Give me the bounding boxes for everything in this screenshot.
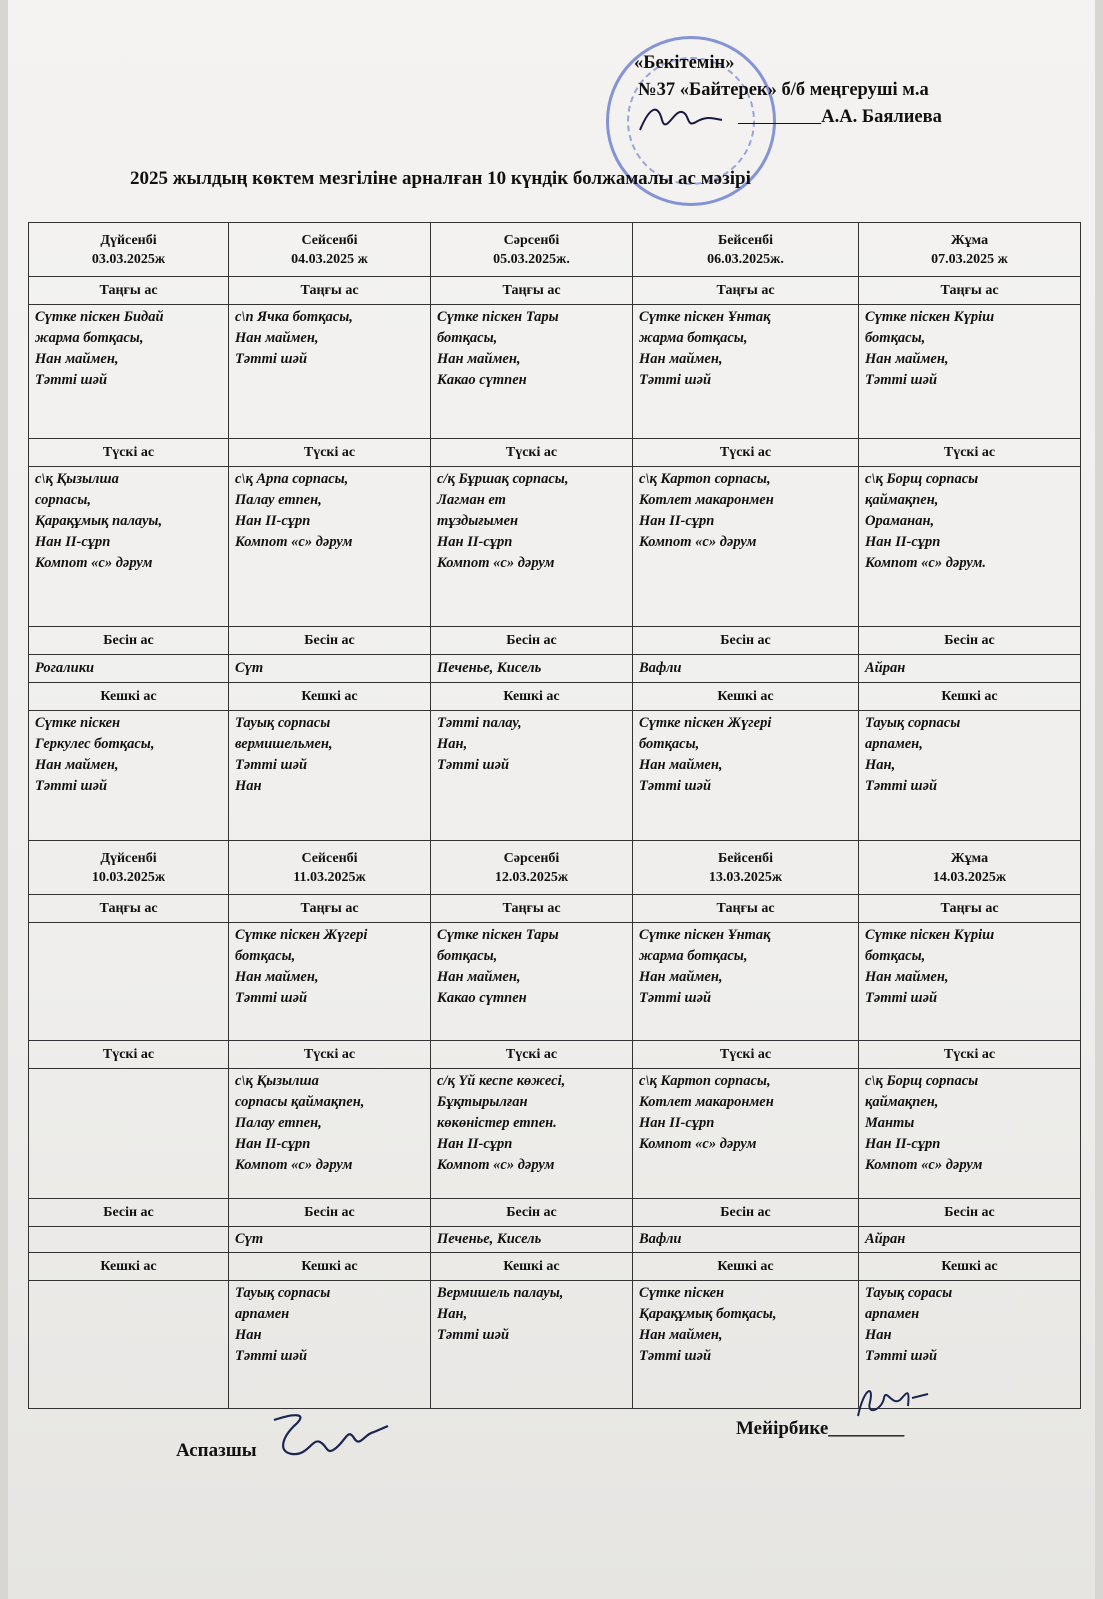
dish-line: Тәтті шәй (639, 778, 712, 794)
dish-line: Нан ІІ-сұрп (639, 1115, 715, 1131)
breakfast-dishes (633, 305, 859, 439)
dish-line: Қарақұмық палауы, (35, 513, 163, 529)
dish-line: Нан ІІ-сұрп (437, 534, 513, 550)
dish-line: Нан маймен, (865, 969, 949, 985)
dish-line: Палау етпен, (235, 1115, 322, 1131)
breakfast-label: Таңғы ас (431, 277, 633, 305)
dish-line: Тауық сорасы (865, 1285, 953, 1301)
day-name: Сейсенбі (301, 232, 358, 248)
breakfast-dishes (859, 923, 1081, 1041)
dish-line: жарма ботқасы, (639, 330, 748, 346)
dish-line: Нан маймен, (235, 330, 319, 346)
dish-line: Нан маймен, (639, 1327, 723, 1343)
lunch-label: Түскі ас (229, 1041, 431, 1069)
approval-name: А.А. Баялиева (821, 107, 942, 127)
dish-line: Нан ІІ-сұрп (865, 534, 941, 550)
snack-label: Бесін ас (229, 627, 431, 655)
lunch-dishes (859, 1069, 1081, 1199)
dish-line: Компот «с» дәрум (235, 534, 353, 550)
day-date: 14.03.2025ж (932, 869, 1007, 885)
dish-line: Сүтке піскен (35, 715, 121, 731)
dish-line: Нан маймен, (235, 969, 319, 985)
lunch-dishes (229, 1069, 431, 1199)
lunch-dishes (633, 1069, 859, 1199)
dish-line: Нан маймен, (639, 757, 723, 773)
dinner-label: Кешкі ас (633, 683, 859, 711)
day-name: Сейсенбі (301, 850, 358, 866)
snack-label: Бесін ас (859, 627, 1081, 655)
dish-line: Сүтке піскен Жүгері (639, 715, 772, 731)
dish-line: с\қ Картоп сорпасы, (639, 1073, 771, 1089)
lunch-label: Түскі ас (29, 439, 229, 467)
dish-line: Лагман ет (437, 492, 506, 508)
dinner-label: Кешкі ас (633, 1253, 859, 1281)
dinner-label: Кешкі ас (431, 1253, 633, 1281)
dinner-label: Кешкі ас (859, 1253, 1081, 1281)
dish-line: Тәтті шәй (35, 372, 108, 388)
dish-line: Сүтке піскен (639, 1285, 725, 1301)
dish-line: жарма ботқасы, (639, 948, 748, 964)
dish-line: с/қ Бұршақ сорпасы, (437, 471, 569, 487)
breakfast-dishes (29, 305, 229, 439)
dish-line: Палау етпен, (235, 492, 322, 508)
dish-line: ботқасы, (865, 330, 926, 346)
day-header (859, 223, 1081, 277)
dish-line: Тауық сорпасы (235, 715, 331, 731)
dinner-dishes (431, 1281, 633, 1409)
dinner-label: Кешкі ас (229, 683, 431, 711)
dish-line: қаймақпен, (865, 1094, 939, 1110)
dish-line: ботқасы, (437, 948, 498, 964)
dinner-label: Кешкі ас (29, 683, 229, 711)
dish-line: ботқасы, (639, 736, 700, 752)
dinner-label: Кешкі ас (29, 1253, 229, 1281)
dinner-dishes (859, 711, 1081, 841)
dish-line: Компот «с» дәрум (35, 555, 153, 571)
dish-line: Ораманан, (865, 513, 935, 529)
dish-line: Нан маймен, (437, 969, 521, 985)
snack-item: Сүт (229, 655, 431, 683)
dish-line: Нан ІІ-сұрп (865, 1136, 941, 1152)
dish-line: Тәтті шәй (639, 372, 712, 388)
day-date: 11.03.2025ж (293, 869, 366, 885)
dish-line: Тәтті шәй (865, 990, 938, 1006)
dinner-dishes (229, 1281, 431, 1409)
dish-line: Нан (235, 778, 262, 794)
day-header (633, 223, 859, 277)
snack-label: Бесін ас (633, 627, 859, 655)
day-name: Дүйсенбі (100, 232, 157, 248)
breakfast-dishes (859, 305, 1081, 439)
breakfast-label: Таңғы ас (29, 895, 229, 923)
dish-line: Нан маймен, (35, 351, 119, 367)
lunch-label: Түскі ас (29, 1041, 229, 1069)
dish-line: Нан (865, 1327, 892, 1343)
page-title: 2025 жылдың көктем мезгіліне арналған 10 күндік болжамалы ас мәзірі (130, 168, 751, 189)
snack-label: Бесін ас (29, 1199, 229, 1227)
dish-line: Компот «с» дәрум (639, 1136, 757, 1152)
snack-item: Рогалики (29, 655, 229, 683)
dish-line: Нан ІІ-сұрп (35, 534, 111, 550)
dish-line: Какао сүтпен (437, 372, 527, 388)
dish-line: Нан, (865, 757, 896, 773)
dish-line: Сүтке піскен Ұнтақ (639, 927, 771, 943)
dinner-dishes (633, 1281, 859, 1409)
dish-line: Нан ІІ-сұрп (437, 1136, 513, 1152)
dinner-label: Кешкі ас (859, 683, 1081, 711)
dish-line: Тәтті шәй (437, 757, 510, 773)
day-name: Жұма (950, 232, 989, 248)
dish-line: Компот «с» дәрум (865, 1157, 983, 1173)
day-date: 12.03.2025ж (494, 869, 569, 885)
day-name: Бейсенбі (717, 232, 774, 248)
dish-line: с\п Ячка ботқасы, (235, 309, 353, 325)
snack-label: Бесін ас (29, 627, 229, 655)
lunch-label: Түскі ас (229, 439, 431, 467)
day-header (29, 223, 229, 277)
breakfast-dishes (229, 305, 431, 439)
day-header (431, 841, 633, 895)
dish-line: Нан, (437, 1306, 468, 1322)
dish-line: тұздығымен (437, 513, 519, 529)
dish-line: Нан (235, 1327, 262, 1343)
lunch-dishes (29, 1069, 229, 1199)
breakfast-label: Таңғы ас (633, 277, 859, 305)
dish-line: Қарақұмық ботқасы, (639, 1306, 777, 1322)
breakfast-label: Таңғы ас (229, 277, 431, 305)
snack-item: Печенье, Кисель (431, 1227, 633, 1253)
dish-line: с\қ Картоп сорпасы, (639, 471, 771, 487)
breakfast-dishes (431, 305, 633, 439)
dish-line: Сүтке піскен Ұнтақ (639, 309, 771, 325)
dish-line: Тауық сорпасы (865, 715, 961, 731)
approval-heading: «Бекітемін» (634, 53, 735, 73)
dish-line: Нан ІІ-сұрп (639, 513, 715, 529)
day-header (229, 223, 431, 277)
day-name: Сәрсенбі (503, 850, 560, 866)
dish-line: арпамен (865, 1306, 920, 1322)
dish-line: вермишельмен, (235, 736, 333, 752)
dish-line: Нан маймен, (35, 757, 119, 773)
dish-line: с\қ Арпа сорпасы, (235, 471, 349, 487)
snack-item: Вафли (633, 655, 859, 683)
dish-line: Нан маймен, (639, 351, 723, 367)
day-header (29, 841, 229, 895)
dish-line: Нан ІІ-сұрп (235, 1136, 311, 1152)
dish-line: Сүтке піскен Тары (437, 927, 559, 943)
dish-line: Сүтке піскен Күріш (865, 927, 995, 943)
snack-label: Бесін ас (431, 627, 633, 655)
snack-item: Вафли (633, 1227, 859, 1253)
dish-line: Манты (865, 1115, 915, 1131)
lunch-dishes (633, 467, 859, 627)
breakfast-label: Таңғы ас (229, 895, 431, 923)
snack-item: Айран (859, 655, 1081, 683)
dish-line: с/қ Үй кеспе көжесі, (437, 1073, 566, 1089)
dish-line: Тәтті шәй (235, 757, 308, 773)
dinner-dishes (229, 711, 431, 841)
dish-line: ботқасы, (437, 330, 498, 346)
nurse-signature (848, 1376, 932, 1426)
approval-position: №37 «Байтерек» б/б меңгеруші м.а (638, 80, 929, 100)
dish-line: Нан маймен, (437, 351, 521, 367)
day-name: Жұма (950, 850, 989, 866)
cook-signature-label: Аспазшы (176, 1440, 257, 1461)
lunch-dishes (859, 467, 1081, 627)
dish-line: Тәтті шәй (35, 778, 108, 794)
dish-line: с\қ Қызылша (35, 471, 119, 487)
day-header (859, 841, 1081, 895)
snack-label: Бесін ас (633, 1199, 859, 1227)
approval-block (630, 50, 1070, 131)
day-name: Сәрсенбі (503, 232, 560, 248)
dish-line: Вермишель палауы, (437, 1285, 564, 1301)
breakfast-label: Таңғы ас (29, 277, 229, 305)
menu-table (28, 222, 1081, 1409)
dish-line: с\қ Борщ сорпасы (865, 1073, 979, 1089)
dish-line: Сүтке піскен Бидай (35, 309, 164, 325)
dish-line: Тәтті шәй (235, 990, 308, 1006)
lunch-dishes (229, 467, 431, 627)
dinner-dishes (29, 711, 229, 841)
dish-line: Компот «с» дәрум (437, 555, 555, 571)
day-date: 04.03.2025 ж (291, 251, 368, 267)
dish-line: ботқасы, (865, 948, 926, 964)
dinner-dishes (431, 711, 633, 841)
day-header (431, 223, 633, 277)
lunch-label: Түскі ас (859, 1041, 1081, 1069)
dish-line: Бұқтырылған (437, 1094, 528, 1110)
lunch-dishes (431, 467, 633, 627)
dish-line: Тәтті шәй (235, 1348, 308, 1364)
lunch-label: Түскі ас (633, 1041, 859, 1069)
lunch-label: Түскі ас (859, 439, 1081, 467)
breakfast-dishes (431, 923, 633, 1041)
breakfast-label: Таңғы ас (633, 895, 859, 923)
lunch-label: Түскі ас (633, 439, 859, 467)
dinner-label: Кешкі ас (229, 1253, 431, 1281)
dish-line: арпамен, (865, 736, 923, 752)
snack-label: Бесін ас (859, 1199, 1081, 1227)
dish-line: Компот «с» дәрум. (865, 555, 987, 571)
breakfast-dishes (229, 923, 431, 1041)
dish-line: Нан маймен, (865, 351, 949, 367)
day-name: Бейсенбі (717, 850, 774, 866)
breakfast-label: Таңғы ас (859, 277, 1081, 305)
dish-line: Тәтті шәй (639, 990, 712, 1006)
snack-label: Бесін ас (431, 1199, 633, 1227)
breakfast-label: Таңғы ас (431, 895, 633, 923)
dish-line: қаймақпен, (865, 492, 939, 508)
dish-line: Геркулес ботқасы, (35, 736, 155, 752)
day-header (633, 841, 859, 895)
dish-line: сорпасы қаймақпен, (235, 1094, 365, 1110)
dish-line: Компот «с» дәрум (437, 1157, 555, 1173)
snack-item: Сүт (229, 1227, 431, 1253)
breakfast-dishes (633, 923, 859, 1041)
dish-line: Нан маймен, (639, 969, 723, 985)
lunch-dishes (431, 1069, 633, 1199)
dish-line: арпамен (235, 1306, 290, 1322)
dish-line: Нан, (437, 736, 468, 752)
dish-line: Сүтке піскен Тары (437, 309, 559, 325)
dish-line: Тәтті шәй (639, 1348, 712, 1364)
day-date: 10.03.2025ж (91, 869, 166, 885)
snack-item: Печенье, Кисель (431, 655, 633, 683)
dinner-label: Кешкі ас (431, 683, 633, 711)
dish-line: Тәтті шәй (437, 1327, 510, 1343)
day-date: 07.03.2025 ж (931, 251, 1008, 267)
lunch-dishes (29, 467, 229, 627)
dinner-dishes (633, 711, 859, 841)
dish-line: Тәтті шәй (865, 778, 938, 794)
dish-line: Какао сүтпен (437, 990, 527, 1006)
breakfast-label: Таңғы ас (859, 895, 1081, 923)
dish-line: Компот «с» дәрум (235, 1157, 353, 1173)
snack-item (29, 1227, 229, 1253)
dish-line: с\қ Қызылша (235, 1073, 319, 1089)
dish-line: Тәтті шәй (865, 372, 938, 388)
dish-line: Тәтті шәй (235, 351, 308, 367)
snack-label: Бесін ас (229, 1199, 431, 1227)
dinner-dishes (29, 1281, 229, 1409)
lunch-label: Түскі ас (431, 439, 633, 467)
dish-line: Тауық сорпасы (235, 1285, 331, 1301)
dish-line: Котлет макаронмен (639, 492, 774, 508)
dish-line: Сүтке піскен Жүгері (235, 927, 368, 943)
day-name: Дүйсенбі (100, 850, 157, 866)
dish-line: Тәтті шәй (865, 1348, 938, 1364)
dish-line: жарма ботқасы, (35, 330, 144, 346)
nurse-signature-label: Мейірбике________ (736, 1418, 905, 1439)
breakfast-dishes (29, 923, 229, 1041)
day-date: 03.03.2025ж (91, 251, 166, 267)
dish-line: Сүтке піскен Күріш (865, 309, 995, 325)
dish-line: Котлет макаронмен (639, 1094, 774, 1110)
dish-line: көкөністер етпен. (437, 1115, 557, 1131)
dish-line: ботқасы, (235, 948, 296, 964)
day-date: 05.03.2025ж. (493, 251, 570, 267)
snack-item: Айран (859, 1227, 1081, 1253)
dish-line: Тәтті палау, (437, 715, 522, 731)
dish-line: Компот «с» дәрум (639, 534, 757, 550)
dish-line: сорпасы, (35, 492, 92, 508)
day-date: 06.03.2025ж. (707, 251, 784, 267)
dish-line: с\қ Борщ сорпасы (865, 471, 979, 487)
lunch-label: Түскі ас (431, 1041, 633, 1069)
cook-signature (268, 1408, 392, 1464)
day-header (229, 841, 431, 895)
day-date: 13.03.2025ж (708, 869, 783, 885)
dish-line: Нан ІІ-сұрп (235, 513, 311, 529)
